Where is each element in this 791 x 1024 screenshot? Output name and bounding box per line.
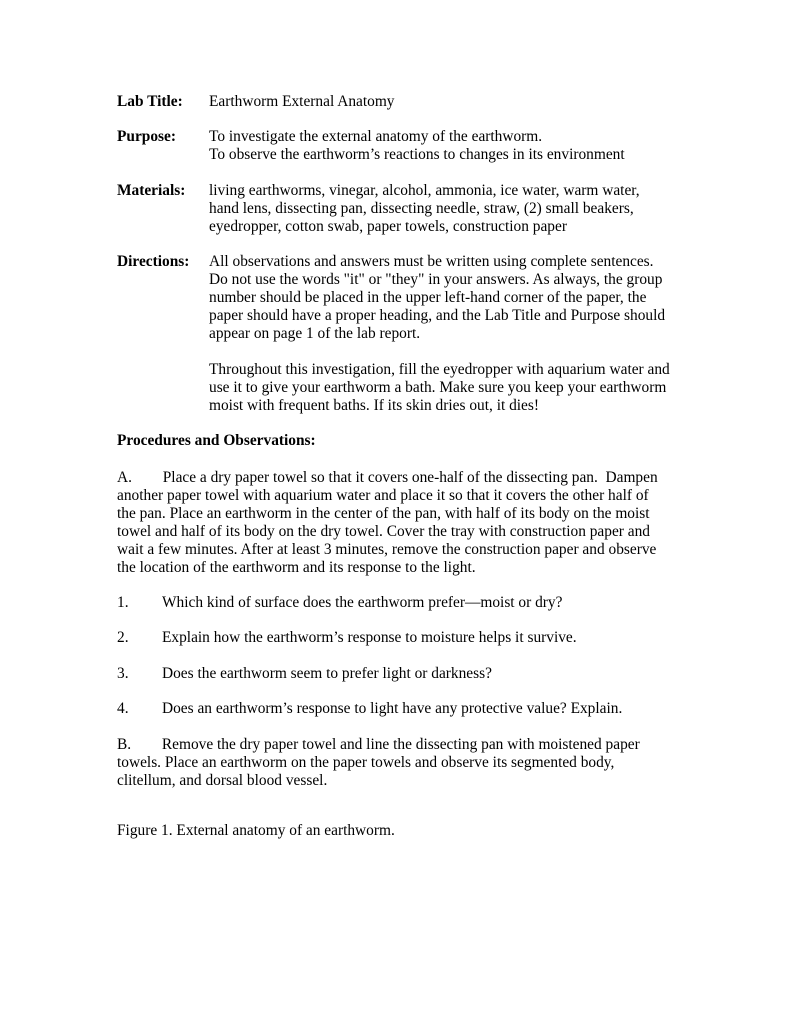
question-item [117, 700, 687, 718]
section-a-line: the pan. Place an earthworm in the center of the pan, with half of its body on the moist [117, 505, 650, 522]
section-a-line: A. Place a dry paper towel so that it covers one-half of the dissecting pan. Dampen [117, 469, 658, 486]
directions-line: All observations and answers must be written using complete sentences. [209, 253, 654, 270]
question-text: Does an earthworm’s response to light have any protective value? Explain. [162, 700, 623, 717]
question-number: 1. [117, 594, 129, 611]
materials-label: Materials: [117, 182, 186, 199]
directions-line: use it to give your earthworm a bath. Make sure you keep your earthworm [209, 379, 667, 396]
question-text: Explain how the earthworm’s response to moisture helps it survive. [162, 629, 577, 646]
figure-caption: Figure 1. External anatomy of an earthworm. [117, 822, 395, 839]
section-b-line: B. Remove the dry paper towel and line the dissecting pan with moistened paper [117, 736, 640, 753]
question-text: Does the earthworm seem to prefer light or darkness? [162, 665, 492, 682]
directions-line: Do not use the words "it" or "they" in your answers. As always, the group [209, 271, 663, 288]
materials-row [117, 182, 687, 236]
purpose-line: To investigate the external anatomy of the earthworm. [209, 128, 543, 145]
question-number: 2. [117, 629, 129, 646]
question-item [117, 594, 687, 612]
procedures-heading: Procedures and Observations: [117, 432, 316, 449]
question-number: 4. [117, 700, 129, 717]
purpose-row [117, 128, 687, 164]
question-item [117, 629, 687, 647]
section-a-line: the location of the earthworm and its response to the light. [117, 559, 476, 576]
lab-title-value: Earthworm External Anatomy [209, 93, 395, 110]
directions-label: Directions: [117, 253, 190, 270]
purpose-line: To observe the earthworm’s reactions to changes in its environment [209, 146, 625, 163]
directions-line: appear on page 1 of the lab report. [209, 325, 421, 342]
paragraph-spacer [209, 343, 687, 361]
materials-line: eyedropper, cotton swab, paper towels, construction paper [209, 218, 567, 235]
lab-title-label: Lab Title: [117, 93, 183, 110]
lab-title-row [117, 93, 687, 111]
directions-line: number should be placed in the upper left-hand corner of the paper, the [209, 289, 647, 306]
directions-line: moist with frequent baths. If its skin dries out, it dies! [209, 397, 540, 414]
section-a-line: wait a few minutes. After at least 3 minutes, remove the construction paper and observe [117, 541, 657, 558]
materials-line: living earthworms, vinegar, alcohol, ammonia, ice water, warm water, [209, 182, 640, 199]
section-b-line: towels. Place an earthworm on the paper towels and observe its segmented body, [117, 754, 615, 771]
question-item [117, 665, 687, 683]
purpose-label: Purpose: [117, 128, 176, 145]
directions-line: paper should have a proper heading, and the Lab Title and Purpose should [209, 307, 666, 324]
materials-line: hand lens, dissecting pan, dissecting needle, straw, (2) small beakers, [209, 200, 634, 217]
section-a [117, 469, 687, 577]
section-a-line: another paper towel with aquarium water and place it so that it covers the other half of [117, 487, 649, 504]
section-b-line: clitellum, and dorsal blood vessel. [117, 772, 328, 789]
directions-row [117, 253, 687, 415]
section-a-line: towel and half of its body on the dry towel. Cover the tray with construction paper and [117, 523, 650, 540]
question-text: Which kind of surface does the earthworm prefer—moist or dry? [162, 594, 563, 611]
question-number: 3. [117, 665, 129, 682]
section-b [117, 736, 687, 790]
directions-line: Throughout this investigation, fill the eyedropper with aquarium water and [209, 361, 670, 378]
